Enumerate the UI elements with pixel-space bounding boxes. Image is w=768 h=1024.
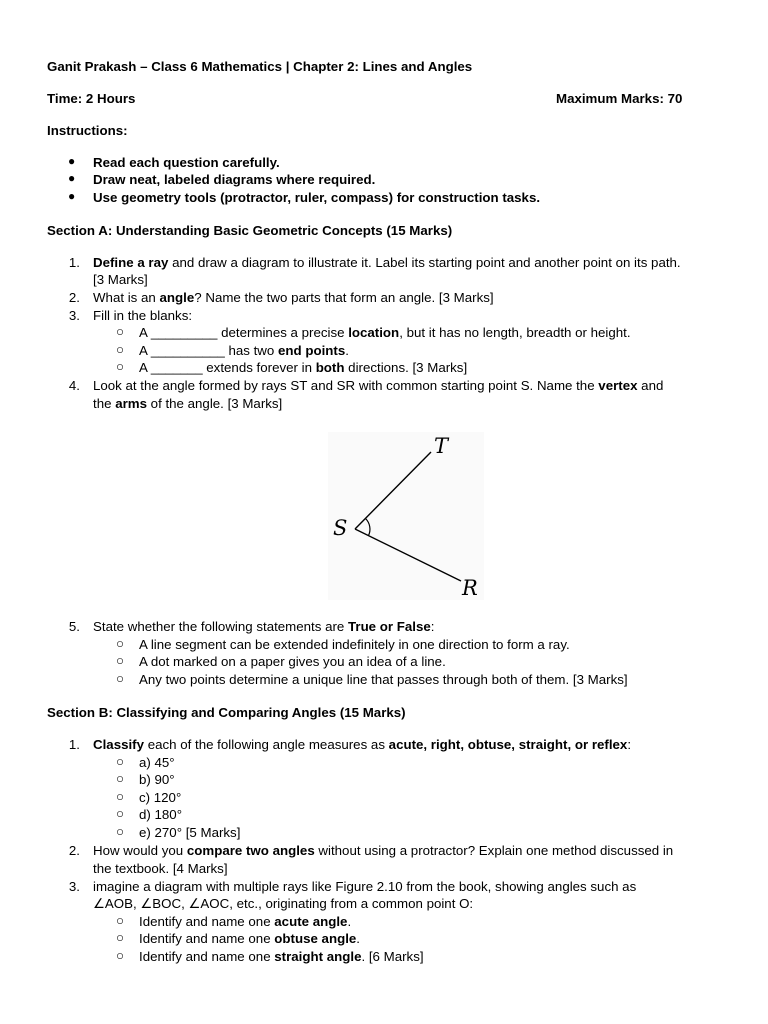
question-number: 2. bbox=[68, 843, 80, 858]
angle-arc bbox=[366, 519, 370, 536]
time-label: Time: 2 Hours bbox=[47, 91, 136, 106]
section-a-question-4-cont: the arms of the angle. [3 Marks] bbox=[93, 396, 283, 411]
true-false-item: A dot marked on a paper gives you an idea of a line. bbox=[139, 654, 446, 669]
bullet-circle-icon: ○ bbox=[116, 806, 125, 821]
question-keyword: Define a ray bbox=[93, 255, 169, 270]
bullet-circle-icon: ○ bbox=[116, 771, 125, 786]
fill-blank-item: A _________ determines a precise location, but it has no length, breadth or height. bbox=[139, 325, 631, 340]
identify-angle-item: Identify and name one straight angle. [6 Marks] bbox=[139, 949, 424, 964]
bullet-circle-icon: ○ bbox=[116, 342, 125, 357]
question-text: What is an bbox=[93, 290, 160, 305]
bullet-dot-icon: ● bbox=[68, 154, 76, 168]
section-a-question-5: State whether the following statements are True or False: bbox=[93, 619, 435, 634]
bullet-circle-icon: ○ bbox=[116, 671, 125, 686]
section-a-question-1 bbox=[93, 254, 681, 272]
question-marks: [3 Marks] bbox=[93, 272, 148, 287]
question-number: 1. bbox=[68, 737, 80, 752]
identify-angle-item: Identify and name one acute angle. bbox=[139, 914, 352, 929]
angle-measure-item: c) 120° bbox=[139, 790, 182, 805]
bullet-circle-icon: ○ bbox=[116, 789, 125, 804]
bullet-circle-icon: ○ bbox=[116, 324, 125, 339]
section-b-question-2: How would you compare two angles without using a protractor? Explain one method discussed in bbox=[93, 843, 674, 858]
instruction-item: Use geometry tools (protractor, ruler, compass) for construction tasks. bbox=[93, 190, 541, 205]
bullet-circle-icon: ○ bbox=[116, 824, 125, 839]
ray-sr bbox=[355, 529, 461, 581]
angle-diagram bbox=[328, 432, 484, 600]
question-number: 4. bbox=[68, 378, 80, 393]
question-text: and draw a diagram to illustrate it. Label its starting point and another point on its path. bbox=[168, 255, 681, 270]
bullet-circle-icon: ○ bbox=[116, 754, 125, 769]
max-marks-label: Maximum Marks: 70 bbox=[556, 91, 683, 106]
fill-blank-item: A _______ extends forever in both directions. [3 Marks] bbox=[139, 360, 468, 375]
section-b-question-2-cont: the textbook. [4 Marks] bbox=[93, 861, 228, 876]
bullet-circle-icon: ○ bbox=[116, 913, 125, 928]
question-number: 3. bbox=[68, 308, 80, 323]
question-number: 2. bbox=[68, 290, 80, 305]
section-a-question-3: Fill in the blanks: bbox=[93, 308, 193, 323]
angle-measure-item: e) 270° [5 Marks] bbox=[139, 825, 241, 840]
fill-blank-item: A __________ has two end points. bbox=[139, 343, 349, 358]
question-number: 1. bbox=[68, 255, 80, 270]
ray-st bbox=[355, 452, 431, 529]
bullet-circle-icon: ○ bbox=[116, 636, 125, 651]
section-b-heading: Section B: Classifying and Comparing Angles (15 Marks) bbox=[47, 705, 406, 720]
question-keyword: angle bbox=[159, 290, 195, 305]
section-a-question-2 bbox=[93, 289, 494, 307]
section-b-question-1: Classify each of the following angle measures as acute, right, obtuse, straight, or reflex: bbox=[93, 737, 632, 752]
question-number: 5. bbox=[68, 619, 80, 634]
section-a-heading: Section A: Understanding Basic Geometric Concepts (15 Marks) bbox=[47, 223, 453, 238]
angle-measure-item: d) 180° bbox=[139, 807, 183, 822]
label-s: S bbox=[333, 516, 348, 540]
section-b-question-3: imagine a diagram with multiple rays like Figure 2.10 from the book, showing angles such as bbox=[93, 879, 637, 894]
instruction-item: Read each question carefully. bbox=[93, 155, 280, 170]
bullet-dot-icon: ● bbox=[68, 171, 76, 185]
bullet-dot-icon: ● bbox=[68, 189, 76, 203]
bullet-circle-icon: ○ bbox=[116, 930, 125, 945]
true-false-item: A line segment can be extended indefinitely in one direction to form a ray. bbox=[139, 637, 570, 652]
instruction-item: Draw neat, labeled diagrams where required. bbox=[93, 172, 376, 187]
question-number: 3. bbox=[68, 879, 80, 894]
angle-measure-item: a) 45° bbox=[139, 755, 175, 770]
question-text: ? Name the two parts that form an angle. [3 Marks] bbox=[194, 290, 494, 305]
bullet-circle-icon: ○ bbox=[116, 359, 125, 374]
document-title: Ganit Prakash – Class 6 Mathematics | Chapter 2: Lines and Angles bbox=[47, 59, 473, 74]
section-b-question-3-cont: ∠AOB, ∠BOC, ∠AOC, etc., originating from a common point O: bbox=[93, 896, 474, 911]
label-t: T bbox=[434, 434, 449, 458]
angle-measure-item: b) 90° bbox=[139, 772, 175, 787]
section-a-question-4: Look at the angle formed by rays ST and SR with common starting point S. Name the vertex and bbox=[93, 378, 664, 393]
identify-angle-item: Identify and name one obtuse angle. bbox=[139, 931, 360, 946]
instructions-heading: Instructions: bbox=[47, 123, 128, 138]
true-false-item: Any two points determine a unique line that passes through both of them. [3 Marks] bbox=[139, 672, 628, 687]
bullet-circle-icon: ○ bbox=[116, 948, 125, 963]
label-r: R bbox=[462, 576, 478, 600]
bullet-circle-icon: ○ bbox=[116, 653, 125, 668]
